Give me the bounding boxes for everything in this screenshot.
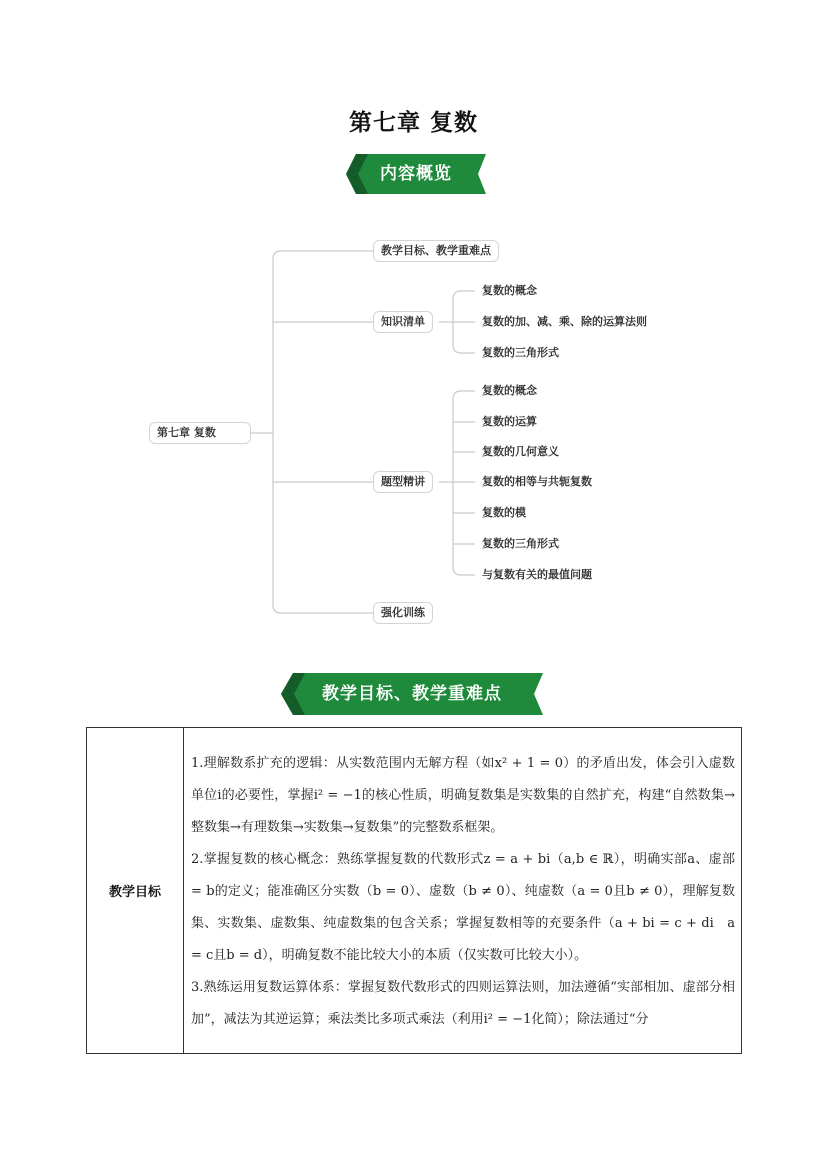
objectives-banner-text: 教学目标、教学重难点 [322,684,502,704]
objective-paragraph: 2.掌握复数的核心概念：熟练掌握复数的代数形式z = a + bi（a,b ∈ ℝ），明确实部a、虚部 = b的定义；能准确区分实数（b = 0）、虚数（b ≠ 0）、纯虚数（a = 0且b ≠ 0），理解复数集、实数集、虚数集、纯虚数集的包含关系；掌握复数相等的充要条件（a + bi = c + di a = c且b = d），明确复数不能比较大小的本质（仅实数可比较大小）。 [191,851,735,963]
mindmap-leaf: 复数的几何意义 [482,445,559,458]
mindmap-leaf: 与复数有关的最值问题 [482,568,592,581]
page-title: 第七章 复数 [348,109,478,136]
mindmap-leaf: 复数的模 [482,506,526,519]
mindmap-root: 第七章 复数 [149,422,251,444]
mindmap-leaf: 复数的概念 [482,384,537,397]
mindmap-branch-objectives: 教学目标、教学重难点 [373,240,499,262]
objectives-label: 教学目标 [87,728,184,1054]
mindmap-leaf: 复数的三角形式 [482,346,559,359]
objectives-content [184,728,742,1054]
objective-paragraph: 3.熟练运用复数运算体系：掌握复数代数形式的四则运算法则，加法遵循“实部相加、虚部分相加”，减法为其逆运算；乘法类比多项式乘法（利用i² = −1化简）；除法通过“分 [191,979,735,1027]
mindmap-leaf: 复数的概念 [482,284,537,297]
table-row [87,728,742,1054]
objectives-table [86,727,742,1054]
mindmap-leaf: 复数的加、减、乘、除的运算法则 [482,315,647,328]
overview-banner-text: 内容概览 [380,164,452,184]
overview-banner [346,154,486,194]
mindmap-leaf: 复数的相等与共轭复数 [482,475,592,488]
mindmap-branch-question-types: 题型精讲 [373,471,433,493]
objective-paragraph: 1.理解数系扩充的逻辑：从实数范围内无解方程（如x² + 1 = 0）的矛盾出发，体会引入虚数单位i的必要性，掌握i² = −1的核心性质，明确复数集是实数集的自然扩充，构建“自然数集→整数集→有理数集→实数集→复数集”的完整数系框架。 [191,755,735,835]
mindmap-branch-knowledge: 知识清单 [373,311,433,333]
objectives-banner [281,673,543,715]
mindmap-leaf: 复数的三角形式 [482,537,559,550]
mindmap-branch-training: 强化训练 [373,602,433,624]
mindmap-leaf: 复数的运算 [482,415,537,428]
